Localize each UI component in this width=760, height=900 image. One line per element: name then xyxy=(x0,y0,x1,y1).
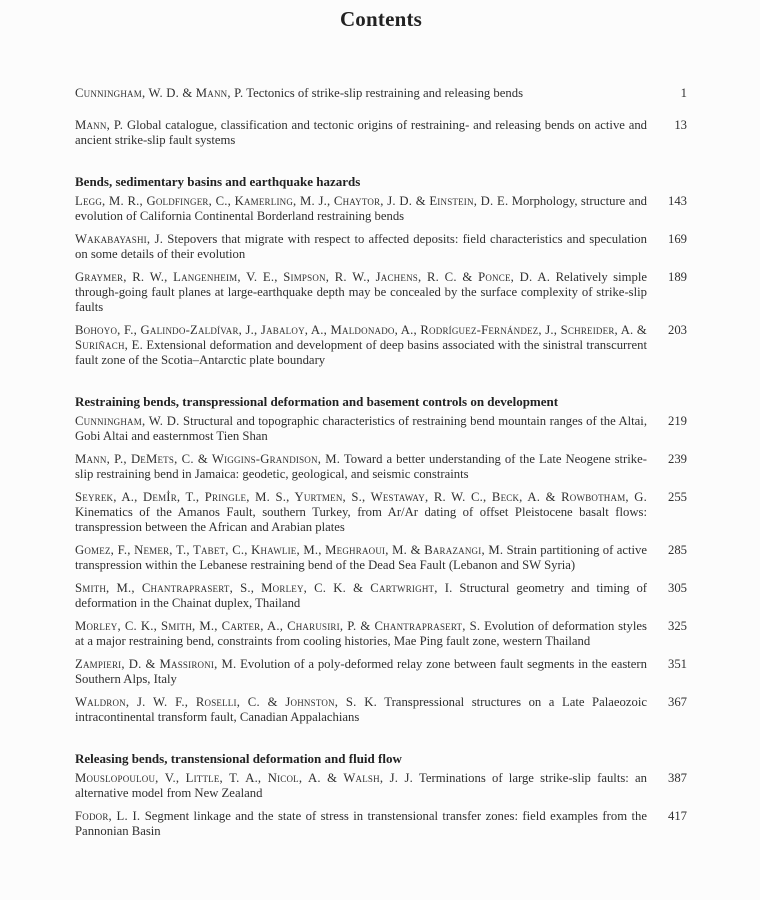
entry-page-number: 169 xyxy=(667,232,687,246)
entry-title: Segment linkage and the state of stress in transtensional transfer zones: field examples from the Pannonian Basin xyxy=(75,809,647,838)
entry-text xyxy=(75,581,647,611)
toc-section xyxy=(75,751,687,839)
entry-text xyxy=(75,809,647,839)
entry-page-number: 387 xyxy=(667,771,687,785)
entry-title: Transpressional structures on a Late Palaeozoic intracontinental transform fault, Canadian Appalachians xyxy=(75,695,647,724)
toc-entry xyxy=(75,118,687,148)
entry-page-number: 351 xyxy=(667,657,687,671)
toc-entry xyxy=(75,657,687,687)
entry-page-number: 239 xyxy=(667,452,687,466)
entry-page-number: 1 xyxy=(680,86,687,100)
entry-text xyxy=(75,490,647,535)
entry-text xyxy=(75,657,647,687)
toc-entry xyxy=(75,695,687,725)
section-entries xyxy=(75,771,687,839)
entry-page-number: 367 xyxy=(667,695,687,709)
entry-text xyxy=(75,452,647,482)
entry-title: Toward a better understanding of the Late Neogene strike-slip restraining bend in Jamaica: geodetic, geological, and seismic constraints xyxy=(75,452,648,481)
toc-entry xyxy=(75,490,687,535)
entry-authors: Smith, M., Chantraprasert, S., Morley, C. K. & Cartwright, I. xyxy=(75,581,453,595)
entry-page-number: 417 xyxy=(667,809,687,823)
toc-sections xyxy=(75,86,687,839)
entry-authors: Mann, P., DeMets, C. & Wiggins-Grandison, M. xyxy=(75,452,341,466)
entry-page-number: 189 xyxy=(667,270,687,284)
entry-page-number: 13 xyxy=(674,118,687,132)
entry-text xyxy=(75,270,647,315)
section-heading: Releasing bends, transtensional deformation and fluid flow xyxy=(75,751,402,766)
toc-entry xyxy=(75,619,687,649)
entry-authors: Wakabayashi, J. xyxy=(75,232,164,246)
entry-text xyxy=(75,619,647,649)
entry-text xyxy=(75,323,647,368)
toc-entry xyxy=(75,452,687,482)
entry-page-number: 285 xyxy=(667,543,687,557)
entry-title: Kinematics of the Amanos Fault, southern Turkey, from Ar/Ar dating of offset Pleistocene basalt flows: transpression between the African and Arabian plates xyxy=(75,505,647,534)
toc-entry xyxy=(75,323,687,368)
entry-page-number: 219 xyxy=(667,414,687,428)
page-title: Contents xyxy=(339,7,423,31)
entry-title: Relatively simple through-going fault planes at large-earthquake depth may be concealed by the surface complexity of strike-slip faults xyxy=(75,270,648,314)
entry-authors: Zampieri, D. & Massironi, M. xyxy=(75,657,237,671)
entry-text xyxy=(75,695,647,725)
entry-authors: Graymer, R. W., Langenheim, V. E., Simpson, R. W., Jachens, R. C. & Ponce, D. A. xyxy=(75,270,551,284)
section-entries xyxy=(75,414,687,725)
entry-title: Evolution of deformation styles at a major restraining bend, constraints from cooling histories, Mae Ping fault zone, western Thailand xyxy=(75,619,647,648)
toc-entry xyxy=(75,194,687,224)
toc-entry xyxy=(75,232,687,262)
entry-authors: Mann, P. xyxy=(75,118,124,132)
entry-authors: Cunningham, W. D. xyxy=(75,414,180,428)
entry-authors: Waldron, J. W. F., Roselli, C. & Johnston, S. K. xyxy=(75,695,377,709)
toc-entry xyxy=(75,581,687,611)
entry-title: Structural and topographic characteristics of restraining bend mountain ranges of the Altai, Gobi Altai and easternmost Tien Shan xyxy=(75,414,648,443)
section-heading: Restraining bends, transpressional deformation and basement controls on development xyxy=(75,394,559,409)
entry-text xyxy=(75,118,647,148)
entry-title: Structural geometry and timing of deformation in the Chainat duplex, Thailand xyxy=(75,581,648,610)
entry-authors: Morley, C. K., Smith, M., Carter, A., Charusiri, P. & Chantraprasert, S. xyxy=(75,619,481,633)
toc-section xyxy=(75,394,687,725)
toc-entry xyxy=(75,543,687,573)
toc-section xyxy=(75,86,687,148)
entry-title: Global catalogue, classification and tectonic origins of restraining- and releasing bends on active and ancient strike-slip fault systems xyxy=(75,118,648,147)
entry-title: Terminations of large strike-slip faults: an alternative model from New Zealand xyxy=(75,771,647,800)
entry-title: Evolution of a poly-deformed relay zone between fault segments in the eastern Southern Alps, Italy xyxy=(75,657,647,686)
entry-authors: Legg, M. R., Goldfinger, C., Kamerling, M. J., Chaytor, J. D. & Einstein, D. E. xyxy=(75,194,509,208)
toc-section xyxy=(75,174,687,368)
entry-authors: Seyrek, A., Demİr, T., Pringle, M. S., Yurtmen, S., Westaway, R. W. C., Beck, A. & Rowbotham, G. xyxy=(75,490,647,504)
entry-text xyxy=(75,543,647,573)
entry-title: Stepovers that migrate with respect to affected deposits: field characteristics and speculation on some details of their evolution xyxy=(75,232,647,261)
section-entries xyxy=(75,86,687,148)
entry-page-number: 255 xyxy=(667,490,687,504)
entry-text xyxy=(75,86,647,101)
entry-title: Extensional deformation and development of deep basins associated with the sinistral transcurrent fault zone of the Scotia–Antarctic plate boundary xyxy=(75,338,647,367)
section-heading: Bends, sedimentary basins and earthquake hazards xyxy=(75,174,361,189)
toc-entry xyxy=(75,414,687,444)
entry-authors: Gomez, F., Nemer, T., Tabet, C., Khawlie, M., Meghraoui, M. & Barazangi, M. xyxy=(75,543,504,557)
entry-text xyxy=(75,414,647,444)
entry-title: Tectonics of strike-slip restraining and releasing bends xyxy=(246,86,524,100)
entry-text xyxy=(75,771,647,801)
entry-page-number: 325 xyxy=(667,619,687,633)
entry-authors: Mouslopoulou, V., Little, T. A., Nicol, A. & Walsh, J. J. xyxy=(75,771,414,785)
entry-authors: Cunningham, W. D. & Mann, P. xyxy=(75,86,244,100)
section-entries xyxy=(75,194,687,368)
entry-authors: Fodor, L. I. xyxy=(75,809,141,823)
toc-entry xyxy=(75,270,687,315)
entry-page-number: 143 xyxy=(667,194,687,208)
entry-page-number: 203 xyxy=(667,323,687,337)
entry-page-number: 305 xyxy=(667,581,687,595)
toc-entry xyxy=(75,771,687,801)
entry-title: Morphology, structure and evolution of California Continental Borderland restraining bends xyxy=(75,194,648,223)
entry-title: Strain partitioning of active transpression within the Lebanese restraining bend of the Dead Sea Fault (Lebanon and SW Syria) xyxy=(75,543,648,572)
toc-entry xyxy=(75,809,687,839)
entry-text xyxy=(75,194,647,224)
entry-authors: Bohoyo, F., Galindo-Zaldívar, J., Jabaloy, A., Maldonado, A., Rodríguez-Fernández, J., Schreider, A. & Suriñach, E. xyxy=(75,323,647,352)
toc-entry xyxy=(75,86,687,101)
entry-text xyxy=(75,232,647,262)
